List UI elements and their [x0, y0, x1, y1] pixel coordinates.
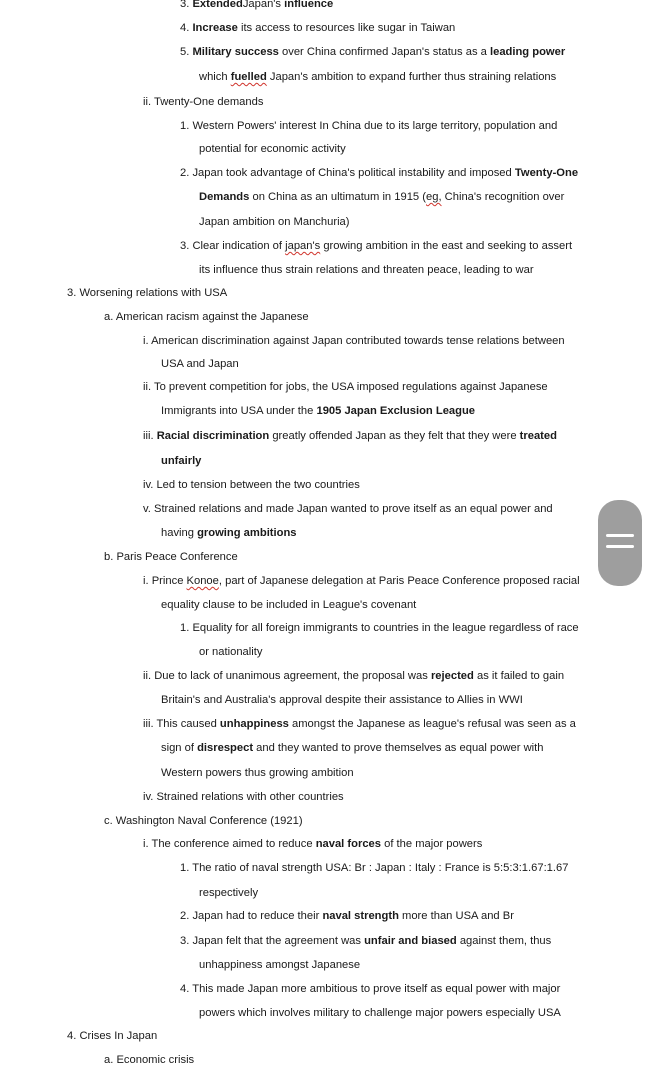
text-line: 1. The ratio of naval strength USA: Br : Japan : Italy : France is 5:5:3:1.67:1.67	[180, 862, 569, 874]
text-line: ii. Twenty-One demands	[143, 96, 264, 108]
text-line: ii. Due to lack of unanimous agreement, the proposal was rejected as it failed to gain	[143, 670, 565, 682]
scroll-handle[interactable]	[598, 500, 642, 586]
text-line: which fuelled Japan's ambition to expand further thus straining relations	[199, 71, 557, 83]
text-line: Britain's and Australia's approval despite their assistance to Allies in WWI	[161, 694, 523, 706]
drag-handle-icon	[606, 545, 634, 548]
text-line: i. Prince Konoe, part of Japanese delegation at Paris Peace Conference proposed racial	[143, 575, 580, 587]
text-line: a. Economic crisis	[104, 1054, 195, 1066]
text-line: iii. This caused unhappiness amongst the Japanese as league's refusal was seen as a	[143, 718, 576, 730]
text-line: 1. Western Powers' interest In China due to its large territory, population and	[180, 120, 558, 132]
text-line: v. Strained relations and made Japan wanted to prove itself as an equal power and	[143, 503, 553, 515]
text-line: equality clause to be included in League's covenant	[161, 599, 417, 611]
text-line: 4. Crises In Japan	[67, 1030, 158, 1042]
text-line: potential for economic activity	[199, 143, 346, 155]
text-line: USA and Japan	[161, 358, 239, 370]
text-line: 2. Japan took advantage of China's political instability and imposed Twenty-One	[180, 167, 579, 179]
text-line: iv. Strained relations with other countries	[143, 791, 344, 803]
text-line: Demands on China as an ultimatum in 1915 (eg, China's recognition over	[199, 191, 565, 203]
text-line: i. American discrimination against Japan contributed towards tense relations between	[143, 335, 565, 347]
text-line: its influence thus strain relations and threaten peace, leading to war	[199, 264, 534, 276]
text-line: 4. Increase its access to resources like sugar in Taiwan	[180, 22, 456, 34]
text-line: Western powers thus growing ambition	[161, 767, 354, 779]
text-line: 1. Equality for all foreign immigrants to countries in the league regardless of race	[180, 622, 579, 634]
text-line: 2. Japan had to reduce their naval strength more than USA and Br	[180, 910, 514, 922]
text-line: 3. ExtendedJapan's influence	[180, 0, 334, 10]
text-line: ii. To prevent competition for jobs, the USA imposed regulations against Japanese	[143, 381, 548, 393]
text-line: unhappiness amongst Japanese	[199, 959, 361, 971]
text-line: c. Washington Naval Conference (1921)	[104, 815, 303, 827]
text-line: 5. Military success over China confirmed Japan's status as a leading power	[180, 46, 566, 58]
text-line: a. American racism against the Japanese	[104, 311, 309, 323]
text-line: i. The conference aimed to reduce naval forces of the major powers	[143, 838, 483, 850]
text-line: powers which involves military to challenge major powers especially USA	[199, 1007, 561, 1019]
drag-handle-icon	[606, 534, 634, 537]
text-line: Japan ambition on Manchuria)	[199, 216, 350, 228]
text-line: or nationality	[199, 646, 263, 658]
text-line: sign of disrespect and they wanted to prove themselves as equal power with	[161, 742, 544, 754]
text-line: unfairly	[161, 455, 202, 467]
text-line: 3. Japan felt that the agreement was unfair and biased against them, thus	[180, 935, 552, 947]
text-line: 3. Clear indication of japan's growing ambition in the east and seeking to assert	[180, 240, 573, 252]
text-line: Immigrants into USA under the 1905 Japan Exclusion League	[161, 405, 476, 417]
text-line: iii. Racial discrimination greatly offended Japan as they felt that they were treated	[143, 430, 557, 442]
text-line: having growing ambitions	[161, 527, 297, 539]
text-line: respectively	[199, 887, 259, 899]
text-line: 3. Worsening relations with USA	[67, 287, 228, 299]
text-line: 4. This made Japan more ambitious to prove itself as equal power with major	[180, 983, 561, 995]
text-line: b. Paris Peace Conference	[104, 551, 238, 563]
text-line: iv. Led to tension between the two countries	[143, 479, 360, 491]
